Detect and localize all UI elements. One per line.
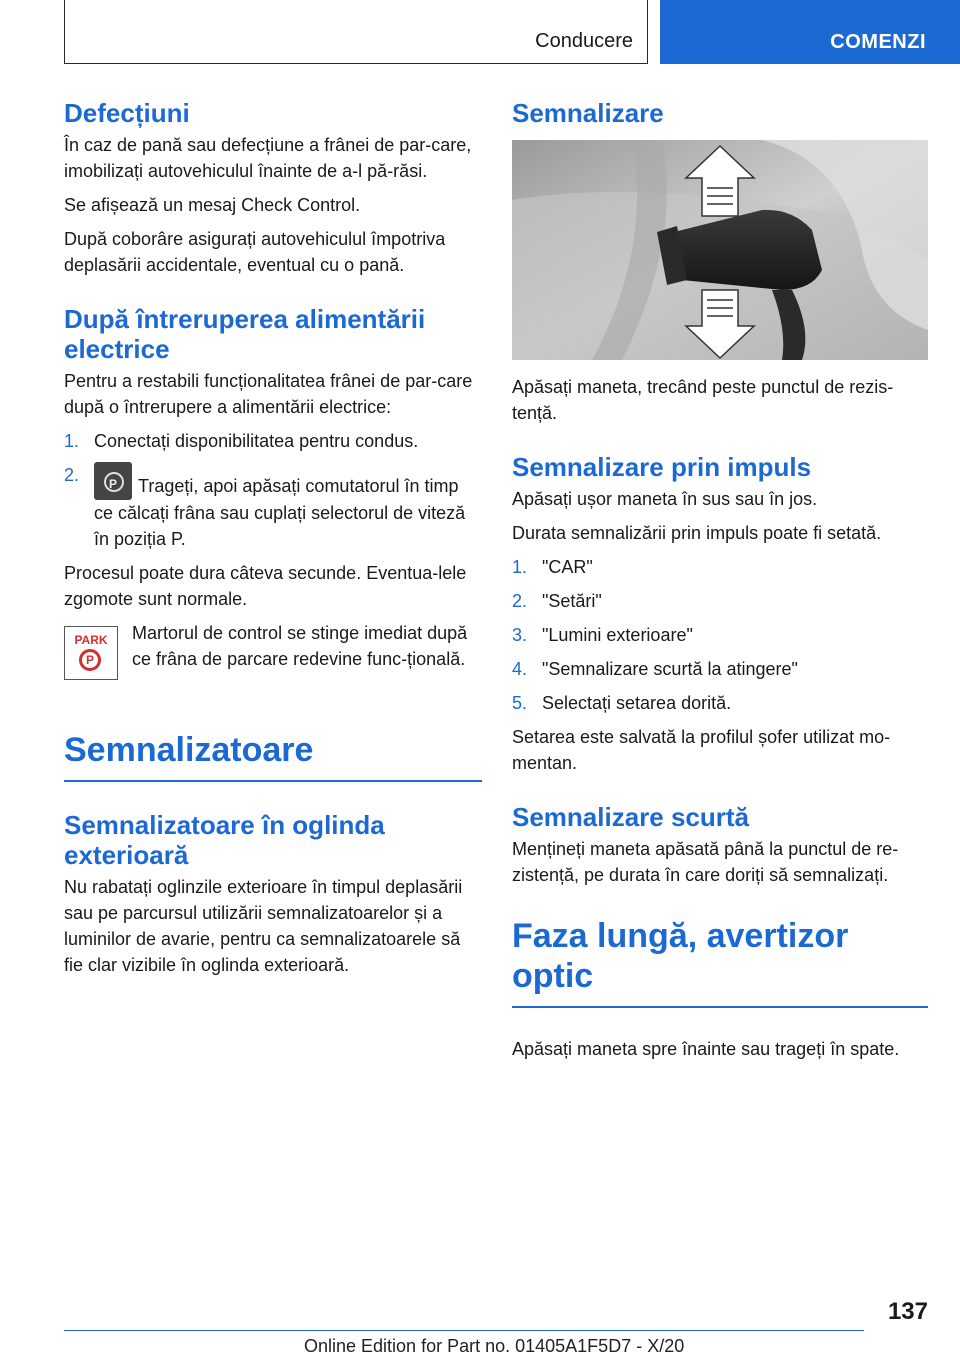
- list-text-wrap: [94, 462, 482, 552]
- turn-signal-lever-illustration: [512, 140, 928, 360]
- list-item: [512, 622, 928, 648]
- paragraph: Setarea este salvată la profilul șofer utilizat mo‐mentan.: [512, 727, 891, 773]
- list-number: 4.: [512, 659, 528, 679]
- paragraph: Pentru a restabili funcționalitatea frânei de par‐care după o întrerupere a alimentării electrice:: [64, 371, 473, 417]
- indicator-note: [64, 620, 482, 680]
- list-text: Conectați disponibilitatea pentru condus.: [94, 431, 419, 451]
- header-chapter-tab[interactable]: [660, 0, 960, 64]
- list-item: [64, 428, 482, 454]
- list-text: Trageți, apoi apăsați comutatorul în timp ce călcați frâna sau cuplați selectorul de viteză în poziția P.: [94, 476, 466, 549]
- list-number: 1.: [512, 557, 528, 577]
- list-text: Selectați setarea dorită.: [542, 693, 732, 713]
- list-item: [512, 554, 928, 580]
- heading-semnalizare-impuls: Semnalizare prin impuls: [512, 452, 812, 482]
- paragraph: Procesul poate dura câteva secunde. Eventua‐lele zgomote sunt normale.: [64, 563, 467, 609]
- paragraph: După coborâre asigurați autovehiculul împotriva deplasării accidentale, eventual cu o pană.: [64, 229, 446, 275]
- list-item: [512, 690, 928, 716]
- left-column: [64, 98, 482, 986]
- right-column: [512, 98, 928, 1070]
- list-item: [64, 462, 482, 552]
- paragraph: În caz de pană sau defecțiune a frânei de par‐care, imobilizați autovehiculul înainte de a-l pă‐răsi.: [64, 135, 472, 181]
- heading-rule: [64, 780, 482, 782]
- list-number: 3.: [512, 625, 528, 645]
- header-section-box: [64, 0, 648, 64]
- paragraph: Mențineți maneta apăsată până la punctul de re‐zistență, pe durata în care doriți să semnalizați.: [512, 839, 899, 885]
- list-text: "Semnalizare scurtă la atingere": [542, 659, 798, 679]
- list-item: [512, 656, 928, 682]
- park-warning-icon: [64, 626, 118, 680]
- paragraph: Apăsați ușor maneta în sus sau în jos.: [512, 489, 818, 509]
- indicator-text: Martorul de control se stinge imediat după ce frâna de parcare redevine func‐țională.: [132, 623, 468, 669]
- header-chapter-label: COMENZI: [830, 31, 926, 53]
- heading-semnalizare: Semnalizare: [512, 98, 664, 128]
- footer-rule: [64, 1330, 864, 1331]
- list-text: "Lumini exterioare": [542, 625, 693, 645]
- list-number: 1.: [64, 431, 80, 451]
- park-icon-circle: [79, 649, 101, 671]
- list-text: "CAR": [542, 557, 593, 577]
- heading-semnalizatoare: Semnalizatoare: [64, 731, 314, 769]
- footer-edition: Online Edition for Part no. 01405A1F5D7 - X/20: [304, 1336, 685, 1356]
- paragraph: Durata semnalizării prin impuls poate fi setată.: [512, 523, 882, 543]
- paragraph: Se afișează un mesaj Check Control.: [64, 195, 361, 215]
- heading-dupa-intrerupere: După întreruperea alimentării electrice: [64, 304, 426, 364]
- page-number: 137: [887, 1298, 928, 1325]
- image-caption: Apăsați maneta, trecând peste punctul de rezis‐tență.: [512, 377, 894, 423]
- list-number: 2.: [512, 591, 528, 611]
- heading-faza-lunga: Faza lungă, avertizor optic: [512, 917, 849, 995]
- turn-signal-lever-image: [512, 140, 928, 360]
- park-icon-label: PARK: [74, 633, 108, 647]
- heading-semnalizare-scurta: Semnalizare scurtă: [512, 802, 750, 832]
- paragraph: Nu rabatați oglinzile exterioare în timpul deplasării sau pe parcursul utilizării semnalizatoarelor și a luminilor de avarie, pentru ca semnalizatoarele să fie clar vizibile în oglinda exterioară.: [64, 877, 463, 975]
- list-item: [512, 588, 928, 614]
- heading-defectiuni: Defecțiuni: [64, 98, 190, 128]
- header-section-title: Conducere: [535, 30, 633, 52]
- paragraph: Apăsați maneta spre înainte sau trageți în spate.: [512, 1039, 900, 1059]
- list-number: 5.: [512, 693, 528, 713]
- heading-rule: [512, 1006, 928, 1008]
- parking-brake-switch-icon: P: [94, 462, 132, 500]
- list-text: "Setări": [542, 591, 602, 611]
- heading-semnalizatoare-oglinda: Semnalizatoare în oglinda exterioară: [64, 810, 385, 870]
- list-number: 2.: [64, 465, 80, 485]
- park-icon-p: P: [85, 653, 94, 667]
